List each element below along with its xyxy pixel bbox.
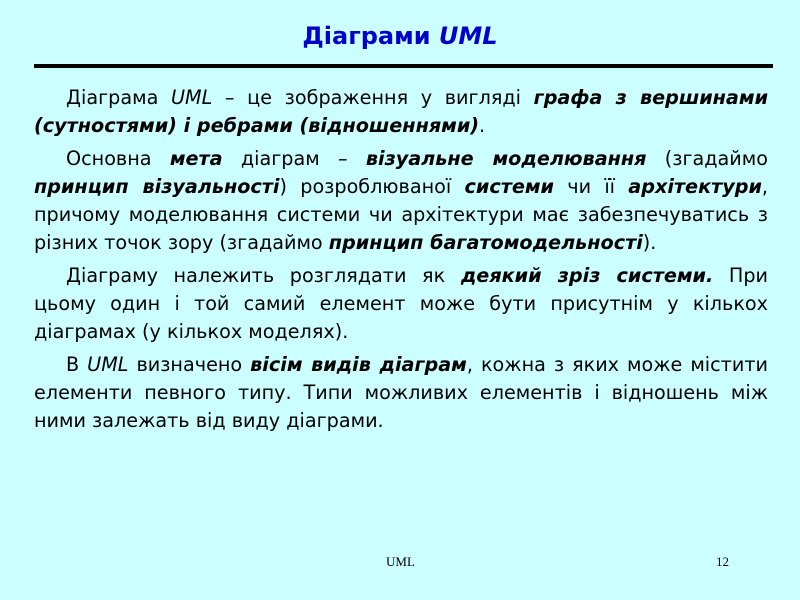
paragraph-4-text: В (66, 353, 88, 376)
paragraph-4-emphasis: вісім видів діаграм (250, 353, 467, 376)
paragraph-3-text: Діаграму належить розглядати як (66, 264, 461, 287)
paragraph-4-text: , кожна з яких може містити елементи певного типу. Типи можливих елементів і відношень між ними залежать від виду діаграми. (34, 353, 768, 432)
page-number: 12 (716, 554, 729, 569)
paragraph-3-emphasis: деякий зріз системи. (460, 264, 714, 287)
paragraph-1-emphasis: графа з вершинами (сутностями) і ребрами (відношеннями) (34, 86, 769, 137)
paragraph-2-text: діаграм – (222, 147, 366, 170)
paragraph-2-emphasis: візуальне моделювання (365, 147, 647, 170)
paragraph-4-uml: UML (87, 353, 129, 376)
paragraph-2-text: , причому моделювання системи чи архітектури має забезпечуватись з різних точок зору (згадаймо (34, 175, 769, 254)
title-uml: UML (438, 22, 498, 50)
paragraph-1-text: . (479, 114, 486, 137)
paragraph-2-text: чи її (553, 175, 629, 198)
paragraph-4-text: визначено (128, 353, 251, 376)
paragraph-1-text: – це зображення у вигляді (212, 86, 534, 109)
paragraph-2-text: ). (642, 231, 657, 254)
slide-title (0, 22, 800, 50)
paragraph-1-uml: UML (170, 86, 213, 109)
paragraph-2-emphasis: мета (169, 147, 223, 170)
paragraph-2 (34, 145, 768, 257)
paragraph-1 (34, 84, 768, 140)
paragraph-2-emphasis: архітектури (628, 175, 762, 198)
paragraph-2-emphasis: принцип багатомодельності (328, 231, 643, 254)
paragraph-2-text: (згадаймо (646, 147, 768, 170)
title-text: Діаграми (302, 22, 439, 50)
paragraph-3-text: При цьому один і той самий елемент може бути присутнім у кількох діаграмах (у кількох моделях). (34, 264, 768, 343)
paragraph-2-text: Основна (66, 147, 170, 170)
paragraph-2-emphasis: системи (464, 175, 554, 198)
paragraph-2-text: ) розроблюваної (279, 175, 465, 198)
slide-body (34, 84, 768, 440)
title-divider (34, 64, 773, 68)
paragraph-4 (34, 351, 768, 435)
footer-label: UML (386, 554, 415, 569)
paragraph-3 (34, 262, 768, 346)
paragraph-1-text: Діаграма (66, 86, 171, 109)
paragraph-2-emphasis: принцип візуальності (34, 175, 280, 198)
